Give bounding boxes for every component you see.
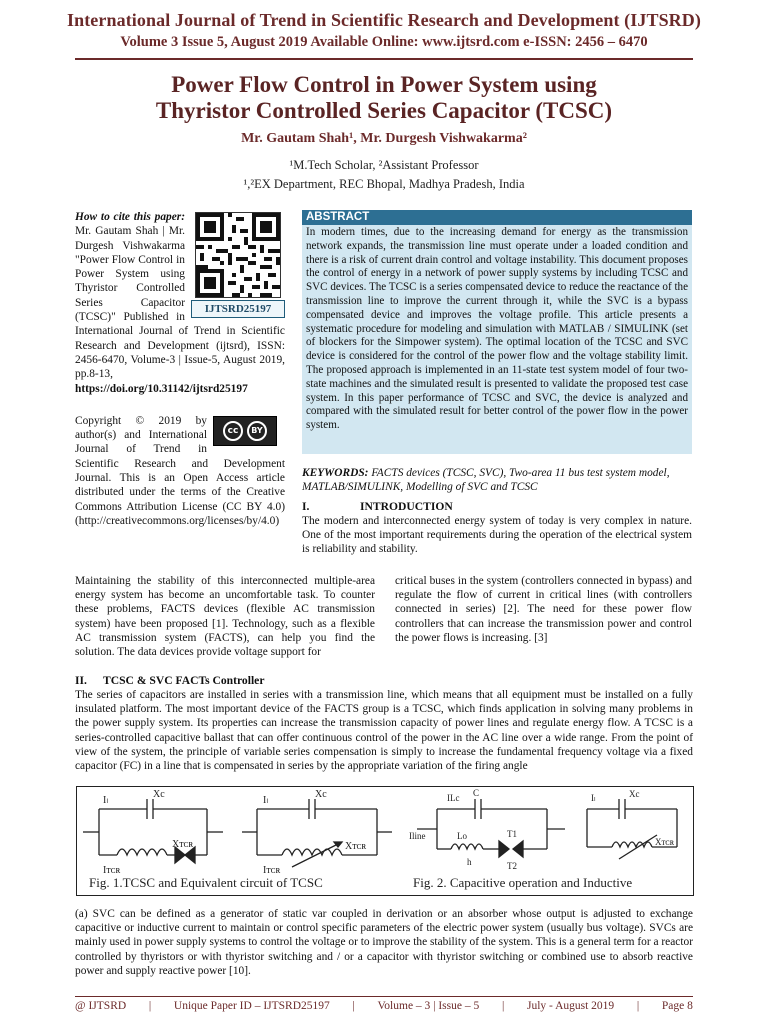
section-2-paragraph: The series of capacitors are installed in series with a transmission line, which means that all equipment must be installed on a fully insulated platform. The most important device of the FACTS group is a TCSC, which finds application in solving many problems in the power supply system. Its properties can increase the transmission capacity of power lines and regulate energy flow. A TCSC is a series-controlled capacitive ballast that can offer continuous control of the power in the AC line over a wide range. From the point of view of the system, the principle of variable series compensation is simply to increase the fundamental frequency voltage via a fixed capacitor (FC) in a line that is compensated in series by the appropriate variation of the firing angle: [75, 689, 693, 773]
tcsc-circuit-diagram: [77, 787, 407, 877]
footer-paper-id: Unique Paper ID – IJTSRD25197: [173, 1000, 330, 1012]
lo-label: Lo: [457, 831, 467, 841]
figure-1-caption: Fig. 1.TCSC and Equivalent circuit of TCSC: [89, 875, 323, 890]
footer-page: Page 8: [661, 1000, 693, 1012]
il-label: Iₗ: [103, 795, 108, 806]
footer-volume: Volume – 3 | Issue – 5: [377, 1000, 480, 1012]
cc-by-license-icon[interactable]: [213, 416, 277, 446]
figure-1: [77, 787, 407, 895]
iline-label: Iline: [409, 831, 426, 841]
section-2-heading: [75, 674, 693, 687]
footer-publisher: @ IJTSRD: [75, 1000, 127, 1012]
header-rule: [75, 58, 693, 60]
xc-label-2: Xc: [315, 789, 327, 800]
paper-title: [0, 72, 768, 124]
keywords: [302, 466, 692, 494]
footer-date: July - August 2019: [526, 1000, 615, 1012]
t2-label: T2: [507, 861, 517, 871]
figure-2-caption: Fig. 2. Capacitive operation and Inductive: [413, 875, 633, 890]
c-label: C: [473, 788, 480, 798]
svc-paragraph: (a) SVC can be defined as a generator of static var coupled in derivation or an absorber whose output is adjusted to exchange capacitive or inductive current to maintain or control specific parameters of the electric power system (usually bus voltage). SVCs are mainly used in power supply systems to control the voltage or to improve the stability of the system. This is a general term for a reactor controlled by thyristors or with thyristor switching and / or a capacitor with thyristor switching or combined use to absorb reactive power and supply reactive power [10].: [75, 908, 693, 977]
xtcr-label-3: Xᴛᴄʀ: [655, 837, 675, 847]
t1-label: T1: [507, 829, 517, 839]
qr-code-icon: [196, 213, 280, 297]
capacitive-inductive-diagram: [407, 787, 695, 877]
affiliation-department: ¹,²EX Department, REC Bhopal, Madhya Pradesh, India: [243, 177, 525, 191]
section-2-number: II.: [75, 674, 87, 687]
il-label-3: Iₗ: [591, 793, 596, 803]
cite-label: How to cite this paper:: [75, 211, 185, 223]
citation-block: [75, 210, 285, 396]
keywords-text: FACTS devices (TCSC, SVC), Two-area 11 bus test system model, MATLAB/SIMULINK, Modelling of SVC and TCSC: [302, 467, 670, 493]
keywords-label: KEYWORDS:: [302, 467, 369, 479]
section-2-title: TCSC & SVC FACTs Controller: [103, 674, 265, 687]
citation-column: [75, 210, 285, 528]
abstract-heading: ABSTRACT: [302, 210, 692, 225]
figure-panel: [76, 786, 694, 896]
intro-title: INTRODUCTION: [360, 500, 453, 513]
journal-title: International Journal of Trend in Scientific Research and Development (IJTSRD): [67, 10, 701, 30]
intro-heading: [302, 500, 692, 513]
copyright-block: [75, 414, 285, 528]
ilc-label: ILc: [447, 793, 460, 803]
h-label: h: [467, 857, 472, 867]
paper-title-line-1: Power Flow Control in Power System using: [171, 72, 597, 97]
xtcr-label-2: Xᴛᴄʀ: [345, 841, 367, 852]
abstract-box: [302, 210, 692, 454]
itcr-label: Iᴛᴄʀ: [103, 865, 121, 876]
footer-rule: [75, 996, 693, 997]
paper-id-badge: IJTSRD25197: [191, 300, 285, 318]
xtcr-label: Xᴛᴄʀ: [172, 839, 194, 850]
body-right-paragraph: critical buses in the system (controllers connected in bypass) and regulate the flow of current in critical lines (with controllers connected in series) [2]. The need for these power flow controllers that can increase the transmission power and control the power flows is increasing. [3]: [395, 575, 692, 644]
footer-separator: |: [636, 1000, 640, 1012]
authors: Mr. Gautam Shah¹, Mr. Durgesh Vishwakarma²: [241, 131, 527, 146]
affiliation-role: ¹M.Tech Scholar, ²Assistant Professor: [289, 158, 479, 172]
itcr-label-2: Iᴛᴄʀ: [263, 865, 281, 876]
by-icon: BY: [247, 421, 267, 441]
footer-separator: |: [501, 1000, 505, 1012]
cc-icon: cc: [223, 421, 243, 441]
intro-paragraph: The modern and interconnected energy system of today is very complex in nature. One of the most important requirements during the operation of the electrical system is reliability and stability.: [302, 515, 692, 555]
qr-code-block: [191, 212, 285, 318]
body-left-paragraph: Maintaining the stability of this interconnected multiple-area energy system has become an uncomfortable task. To counter these problems, FACTS devices (flexible AC transmission system) have been proposed [1]. Technology, such as a flexible AC transmission system (FACTS), can help you find the solution. The data devices provide voltage support for: [75, 575, 375, 659]
journal-issue-line: Volume 3 Issue 5, August 2019 Available Online: www.ijtsrd.com e-ISSN: 2456 – 6470: [120, 34, 648, 50]
xc-label-3: Xc: [629, 789, 640, 799]
qr-code-image: [195, 212, 281, 298]
il-label-2: Iₗ: [263, 795, 268, 806]
doi-link[interactable]: https://doi.org/10.31142/ijtsrd25197: [75, 382, 248, 395]
copyright-text: Copyright © 2019 by author(s) and International Journal of Trend in Scientific Research and Development Journal. This is an Open Access article distributed under the terms of the Creative Commons Attribution License (CC BY 4.0) (http://creativecommons.org/licenses/by/4.0): [75, 414, 285, 527]
figure-2: [407, 787, 695, 895]
footer-separator: |: [148, 1000, 152, 1012]
page-footer: [75, 1000, 693, 1012]
cite-text: Mr. Gautam Shah | Mr. Durgesh Vishwakarma "Power Flow Control in Power System using Thyristor Controlled Series Capacitor (TCSC)" Published in International Journal of Trend in Scientific Research and Development (ijtsrd), ISSN: 2456-6470, Volume-3 | Issue-5, August 2019, pp.8-13,: [75, 225, 285, 381]
paper-title-line-2: Thyristor Controlled Series Capacitor (TCSC): [155, 98, 613, 123]
intro-number: I.: [302, 500, 310, 513]
abstract-text: In modern times, due to the increasing demand for energy as the transmission network expands, the transmission line must operate under a loaded condition and there is a risk of current drain control and voltage instability. This document proposes the control of energy in a network of power supply systems by including TCSC and SVC devices. The TCSC is a series compensated device to reduce the reactance of the transmission line to improve the current through it, while the SVC is a bypass compensated device and improves the voltage profile. This article presents a systematic procedure for modeling and simulation with MATLAB / SIMULINK (set of blockers for the Simpower system). The optimal location of the TCSC and SVC device is considered for the control of the power flow and the voltage stability limit. The proposed approach is implemented in an 11-state test system model of four two-state machines and the simulated result is presented to validate the proposed test case system. In this paper performance of TCSC and SVC, the device is analyzed and compared with the simulated result for better control of the power flow in the power system.: [306, 226, 688, 432]
xc-label: Xc: [153, 789, 165, 800]
footer-separator: |: [352, 1000, 355, 1012]
